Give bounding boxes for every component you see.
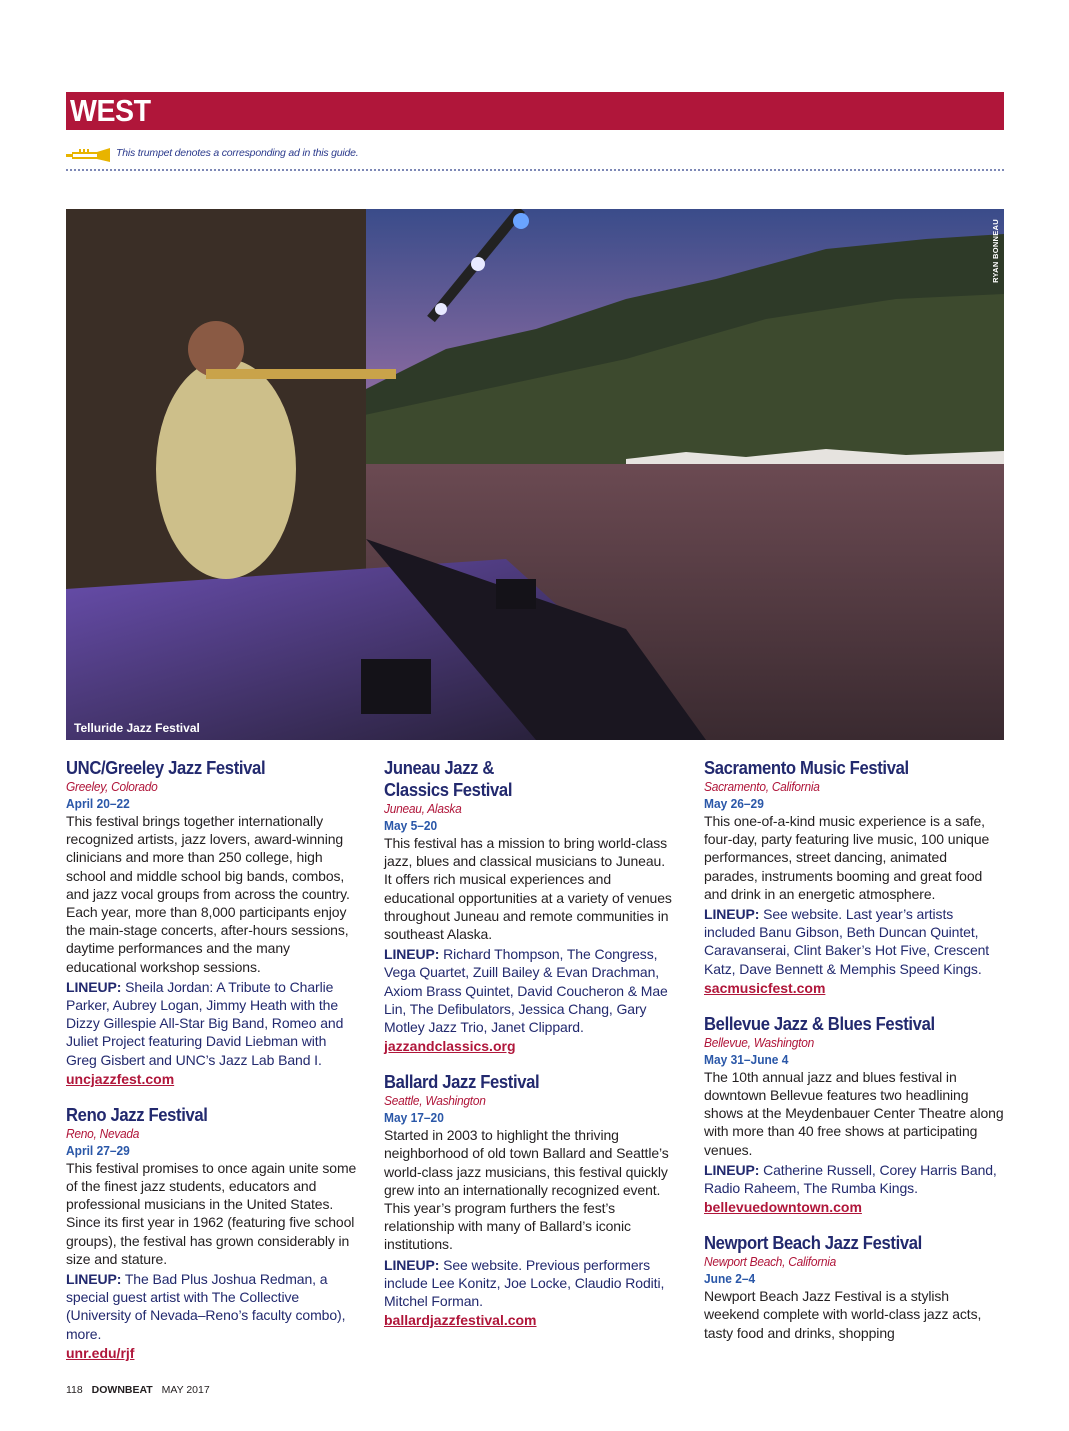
festival-name: Bellevue Jazz & Blues Festival — [704, 1012, 935, 1034]
trumpet-icon — [66, 148, 112, 162]
trumpet-legend — [66, 146, 1004, 164]
column-2 — [384, 757, 676, 1345]
magazine-name: DOWNBEAT — [91, 1384, 153, 1396]
dotted-divider — [66, 169, 1004, 171]
festival-dates: May 5–20 — [384, 818, 438, 833]
festival-entry — [704, 1013, 1004, 1217]
festival-location: Greeley, Colorado — [66, 779, 158, 794]
column-3 — [704, 757, 1004, 1357]
festival-description: Started in 2003 to highlight the thriving neighborhood of old town Ballard and Seattle’s world-class jazz musicians, this festival quickly grew into an internationally recognized event. This year’s program furthers the fest’s relationship with many of Ballard’s iconic institutions. — [384, 1127, 669, 1253]
festival-dates: April 27–29 — [66, 1142, 130, 1158]
festival-entry — [704, 757, 1004, 998]
festival-photo — [66, 209, 1004, 740]
festival-description: The 10th annual jazz and blues festival in downtown Bellevue features two headlining shows at the Meydenbauer Center Theatre along with more than 40 free shows at participating venues. — [704, 1068, 1004, 1158]
lineup-text: See website. Last year’s artists included Banu Gibson, Beth Duncan Quintet, Caravanserai, Clint Baker’s Hot Five, Crescent Katz, Dave Bennett & Memphis Speed Kings. — [704, 906, 990, 977]
section-title: WEST — [70, 93, 151, 128]
festival-dates: May 17–20 — [384, 1110, 444, 1126]
festival-name: UNC/Greeley Jazz Festival — [66, 757, 266, 778]
festival-lineup — [384, 945, 676, 1036]
festival-description: This festival has a mission to bring world-class jazz, blues and classical musicians to Juneau. It offers rich musical experiences and educational opportunities at a variety of venues throughout Juneau and remote communities in southeast Alaska. — [384, 835, 672, 943]
festival-entry — [66, 757, 358, 1089]
festival-description: This one-of-a-kind music experience is a safe, four-day, party featuring live music, 100 unique performances, street dancing, animated parades, instruments booming and great food and drink in an energetic atmosphere. — [704, 813, 990, 902]
festival-name: Sacramento Music Festival — [704, 757, 909, 778]
festival-entry — [66, 1104, 358, 1363]
festival-website-link[interactable]: bellevuedowntown.com — [704, 1199, 862, 1216]
festival-location: Seattle, Washington — [384, 1093, 486, 1109]
festival-entry — [384, 757, 676, 1056]
concert-scene-illustration — [66, 209, 1004, 740]
festival-name-line-2: Classics Festival — [384, 779, 513, 800]
festival-entry — [704, 1232, 1004, 1342]
section-header-bar — [66, 92, 1004, 130]
lineup-text: See website. Previous performers include Lee Konitz, Joe Locke, Claudio Roditi, Mitchel Forman. — [384, 1256, 665, 1310]
festival-lineup — [704, 1161, 1004, 1197]
page-number: 118 — [66, 1384, 83, 1396]
festival-name: Newport Beach Jazz Festival — [704, 1232, 922, 1254]
festival-dates: May 26–29 — [704, 796, 764, 811]
page-footer — [66, 1384, 210, 1396]
festival-location: Reno, Nevada — [66, 1125, 140, 1141]
lineup-text: Richard Thompson, The Congress, Vega Quartet, Zuill Bailey & Evan Drachman, Axiom Brass Quintet, David Coucheron & Mae Lin, The Defibulators, Jessica Chang, Gary Motley Jazz Trio, Janet Clippard. — [384, 946, 668, 1036]
photo-credit: RYAN BONNEAU — [991, 219, 1000, 283]
festival-website-link[interactable]: jazzandclassics.org — [384, 1038, 516, 1055]
issue-date: MAY 2017 — [161, 1384, 210, 1396]
festival-lineup — [66, 978, 358, 1069]
festival-lineup — [384, 1256, 676, 1311]
festival-dates: May 31–June 4 — [704, 1051, 789, 1067]
column-1 — [66, 757, 358, 1378]
festival-location: Juneau, Alaska — [384, 801, 462, 816]
festival-website-link[interactable]: uncjazzfest.com — [66, 1070, 175, 1087]
lineup-label: LINEUP: — [66, 1271, 122, 1288]
festival-dates: June 2–4 — [704, 1271, 756, 1287]
festival-lineup — [704, 905, 1004, 978]
lineup-text: Catherine Russell, Corey Harris Band, Radio Raheem, The Rumba Kings. — [704, 1161, 997, 1197]
festival-website-link[interactable]: sacmusicfest.com — [704, 979, 826, 996]
festival-lineup — [66, 1270, 358, 1343]
festival-name: Ballard Jazz Festival — [384, 1071, 540, 1093]
legend-text: This trumpet denotes a corresponding ad in this guide. — [116, 147, 359, 159]
festival-website-link[interactable]: ballardjazzfestival.com — [384, 1312, 537, 1329]
lineup-label: LINEUP: — [384, 946, 440, 963]
lineup-label: LINEUP: — [704, 906, 760, 923]
festival-name: Reno Jazz Festival — [66, 1103, 208, 1125]
lineup-label: LINEUP: — [66, 978, 122, 995]
festival-entry — [384, 1071, 676, 1330]
festival-website-link[interactable]: unr.edu/rjf — [66, 1344, 135, 1361]
lineup-label: LINEUP: — [704, 1161, 760, 1178]
lineup-text: Sheila Jordan: A Tribute to Charlie Parker, Aubrey Logan, Jimmy Heath with the Dizzy Gillespie All-Star Big Band, Romeo and Juliet Project featuring David Liebman with Greg Gisbert and UNC’s Jazz Lab Band I. — [66, 978, 344, 1068]
festival-location: Newport Beach, California — [704, 1254, 837, 1270]
festival-location: Bellevue, Washington — [704, 1034, 814, 1050]
lineup-text: The Bad Plus Joshua Redman, a special guest artist with The Collective (University of Nevada–Reno’s faculty combo), more. — [66, 1271, 346, 1342]
festival-dates: April 20–22 — [66, 796, 130, 811]
festival-location: Sacramento, California — [704, 779, 820, 794]
festival-name-line-1: Juneau Jazz & — [384, 757, 495, 778]
festival-description: This festival promises to once again unite some of the finest jazz students, educators and professional musicians in the United States. Since its first year in 1962 (featuring five school groups), the festival has grown considerably in size and stature. — [66, 1159, 357, 1267]
festival-description: This festival brings together internationally recognized artists, jazz lovers, award-winning clinicians and more than 250 college, high school and middle school big bands, combos, and jazz vocal groups from across the country. Each year, more than 8,000 participants enjoy the main-stage concerts, after-hours sessions, daytime performances and the many educational workshop sessions. — [66, 813, 350, 975]
festival-description: Newport Beach Jazz Festival is a stylish weekend complete with world-class jazz acts, tasty food and drinks, shopping — [704, 1288, 982, 1341]
photo-caption: Telluride Jazz Festival — [74, 721, 200, 735]
lineup-label: LINEUP: — [384, 1256, 440, 1273]
